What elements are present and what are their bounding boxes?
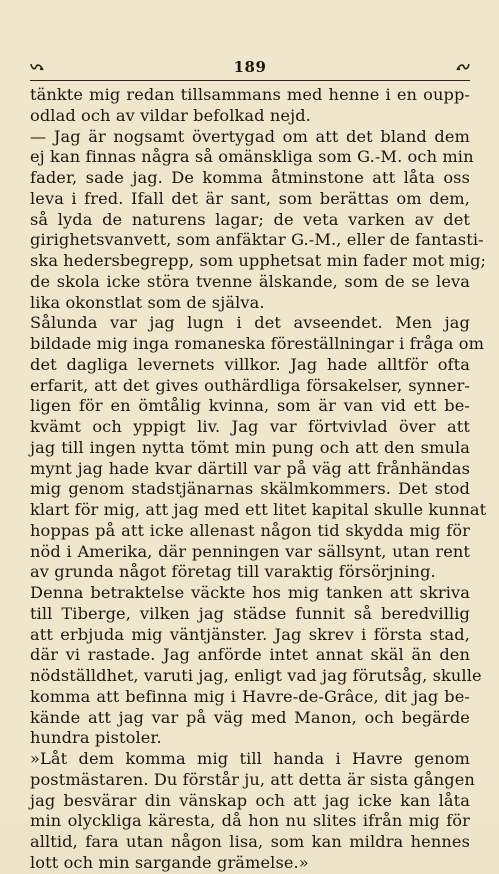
text-line: erfarit, att det gives outhärdliga försakelser, synner- (30, 375, 470, 395)
text-line: kvämt och yppigt liv. Jag var förtvivlad över att (30, 417, 470, 436)
text-line: lott och min sargande grämelse.» (30, 852, 309, 872)
text-line: de skola icke störa tvenne älskande, som de se leva (30, 271, 470, 291)
text-line: Denna betraktelse väckte hos mig tanken att skriva (30, 583, 470, 602)
text-line: ej kan finnas några så omänskliga som G.-M. och min (30, 147, 474, 167)
text-line: hundra pistoler. (30, 728, 162, 748)
text-line: det dagliga levernets villkor. Jag hade alltför ofta (30, 354, 470, 374)
text-line: hoppas på att icke allenast någon tid skydda mig för (30, 520, 470, 540)
header-rule (30, 80, 470, 81)
text-line: mig genom stadstjänarnas skälmkommers. Det stod (30, 479, 470, 499)
text-line: komma att befinna mig i Havre-de-Grâce, dit jag be- (30, 686, 470, 706)
text-line: odlad och av vildar befolkad nejd. (30, 105, 311, 125)
text-line: ligen för en ömtålig kvinna, som är van vid ett be- (30, 396, 470, 416)
text-line: bildade mig inga romaneska föreställningar i fråga om (30, 334, 485, 353)
page-number: 189 (233, 58, 267, 76)
right-ornament-icon (456, 62, 470, 74)
text-line: kände att jag var på väg med Manon, och begärde (30, 707, 470, 727)
text-line: »Låt dem komma mig till handa i Havre genom (30, 749, 470, 768)
text-line: ska hedersbegrepp, som upphetsat min fader mot mig; (30, 251, 487, 270)
text-line: girighetsvanvett, som anfäktar G.-M., eller de fantasti- (30, 230, 484, 250)
text-line: av grunda något företag till varaktig försörjning. (30, 562, 436, 582)
text-line: — Jag är nogsamt övertygad om att det bland dem (30, 126, 470, 146)
text-line: klart för mig, att jag med ett litet kapital skulle kunnat (30, 500, 487, 519)
text-line: lika okonstlat som de själva. (30, 292, 265, 312)
text-line: fader, sade jag. De komma åtminstone att låta oss (30, 168, 470, 187)
text-line: Sålunda var jag lugn i det avseendet. Men jag (30, 313, 470, 333)
text-line: så lyda de naturens lagar; de veta varken av det (30, 209, 470, 229)
text-line: tänkte mig redan tillsammans med henne i en oupp- (30, 85, 470, 104)
text-line: alltid, fara utan någon lisa, som kan mildra hennes (30, 832, 470, 851)
text-line: leva i fred. Ifall det är sant, som berättas om dem, (30, 188, 470, 208)
text-line: nödställdhet, varuti jag, enligt vad jag förutsåg, skulle (30, 666, 482, 685)
text-line: jag till ingen nytta tömt min pung och att den smula (30, 437, 470, 457)
text-line: nöd i Amerika, där penningen var sällsynt, utan rent (30, 541, 470, 561)
text-line: till Tiberge, vilken jag städse funnit så beredvillig (30, 603, 470, 623)
text-line: där vi rastade. Jag anförde intet annat skäl än den (30, 645, 470, 665)
text-line: min olyckliga käresta, då hon nu slites ifrån mig för (30, 811, 470, 831)
page-header (30, 58, 470, 80)
text-line: att erbjuda mig väntjänster. Jag skrev i första stad, (30, 624, 470, 644)
text-line: jag besvärar din vänskap och att jag icke kan låta (30, 790, 470, 810)
text-line: postmästaren. Du förstår ju, att detta är sista gången (30, 769, 475, 789)
body-text (30, 85, 487, 874)
text-line: mynt jag hade kvar därtill var på väg att frånhändas (30, 458, 470, 478)
